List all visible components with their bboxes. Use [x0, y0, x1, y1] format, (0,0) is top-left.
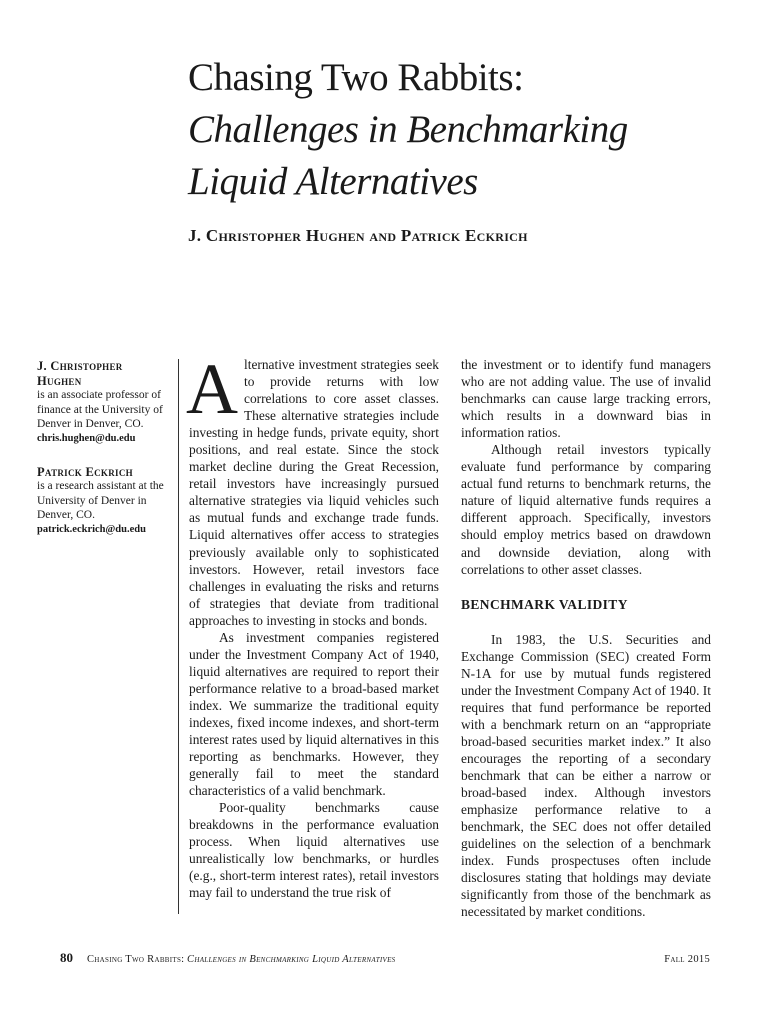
- body-paragraph: the investment or to identify fund managers who are not adding value. The use of invalid benchmarks can cause large tracking errors, which results in a downward bias in information ratios.: [461, 357, 711, 441]
- author-sidebar: [37, 359, 167, 556]
- title-subtitle-line2: Liquid Alternatives: [188, 160, 478, 203]
- drop-cap: A: [186, 349, 238, 429]
- article-title: [188, 52, 728, 208]
- page-number: 80: [60, 950, 73, 965]
- running-head: Chasing Two Rabbits:: [87, 954, 185, 965]
- author-email[interactable]: patrick.eckrich@du.edu: [37, 523, 146, 535]
- issue-date: Fall 2015: [664, 954, 710, 965]
- author-name: Patrick Eckrich: [37, 464, 133, 479]
- body-paragraph: Poor-quality benchmarks cause breakdowns in the performance evaluation process. When liquid alternatives use unrealistically low benchmarks, or hurdles (e.g., short-term interest rates), retail investors may fail to understand the true risk of: [189, 800, 439, 901]
- body-column-2: [461, 356, 711, 920]
- body-paragraph: In 1983, the U.S. Securities and Exchange Commission (SEC) created Form N-1A for use by mutual funds registered under the Investment Company Act of 1940. It requires that fund performance be reported with a benchmark return on an “appropriate broad-based securities market index.” It also encourages the reporting of a secondary benchmark that can be either a narrow or broad-based index. Although investors emphasize performance relative to a benchmark, the SEC does not offer detailed guidelines on the selection of a benchmark index. Funds prospectuses often include disclosures stating that holdings may deviate significantly from those of the benchmark as necessitated by market conditions.: [461, 631, 711, 920]
- body-paragraph: Alternative investment strategies seek to provide returns with low correlations to core asset classes. These alternative strategies include investing in hedge funds, private equity, short positions, and real estate. Since the stock market decline during the Great Recession, retail investors have increasingly pursued alternative strategies via liquid vehicles such as mutual funds and exchange trade funds. Liquid alternatives offer access to strategies previously available only to sophisticated investors. However, retail investors face challenges in evaluating the risks and returns of strategies that deviate from traditional approaches to investing in stocks and bonds.: [186, 349, 439, 628]
- running-head-italic: Challenges in Benchmarking Liquid Alternatives: [187, 954, 396, 965]
- body-column-1: [186, 349, 439, 902]
- title-subtitle-line1: Challenges in Benchmarking: [188, 108, 628, 151]
- author-name-line2: Hughen: [37, 373, 82, 388]
- page-footer: [60, 950, 710, 966]
- author-bio: [37, 465, 167, 538]
- title-main: Chasing Two Rabbits:: [188, 56, 524, 99]
- column-divider: [178, 359, 179, 914]
- section-heading: BENCHMARK VALIDITY: [461, 596, 628, 612]
- author-bio: [37, 359, 167, 447]
- author-name: J. Christopher: [37, 359, 123, 373]
- body-paragraph: Although retail investors typically evaluate fund performance by comparing actual fund returns to benchmark returns, the nature of liquid alternative funds requires a different approach. Specifically, investors should employ metrics based on drawdown and downside deviation, along with correlations to other asset classes.: [461, 442, 711, 577]
- author-description: is a research assistant at the University of Denver in Denver, CO.: [37, 480, 164, 522]
- body-paragraph: As investment companies registered under the Investment Company Act of 1940, liquid alternatives are required to report their performance relative to a broad-based market index. We summarize the traditional equity indexes, fixed income indexes, and short-term interest rates used by liquid alternatives in this reporting as benchmarks. However, they generally fail to meet the standard characteristics of a valid benchmark.: [189, 629, 439, 799]
- author-description: is an associate professor of finance at the University of Denver in Denver, CO.: [37, 389, 163, 431]
- author-email[interactable]: chris.hughen@du.edu: [37, 432, 136, 444]
- author-byline: J. Christopher Hughen and Patrick Eckrich: [188, 226, 528, 245]
